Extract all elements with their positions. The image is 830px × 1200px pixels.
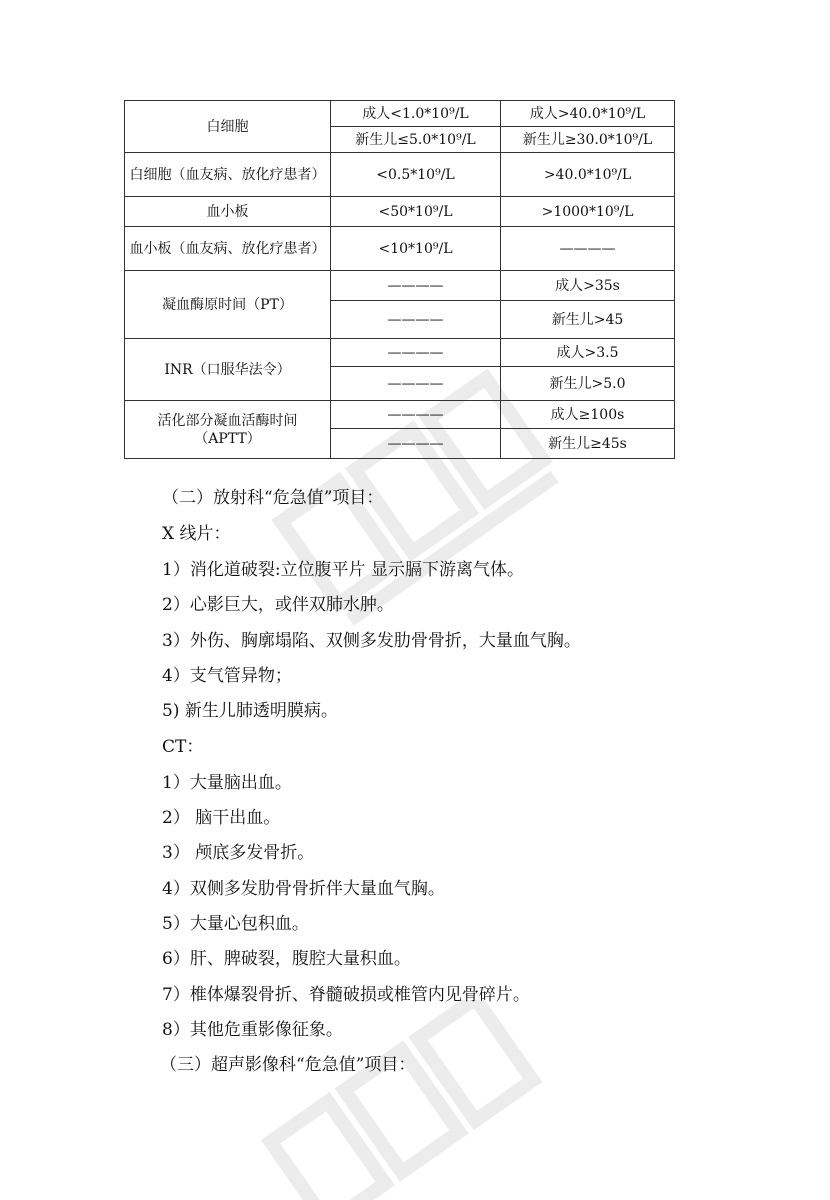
list-item: 6）肝、脾破裂，腹腔大量积血。 — [162, 949, 411, 969]
low-value: <50*10⁹/L — [331, 197, 501, 227]
table-row — [125, 197, 675, 227]
critical-values-table — [124, 100, 675, 459]
high-value: >1000*10⁹/L — [501, 197, 675, 227]
list-item: 2） 脑干出血。 — [162, 808, 281, 828]
high-value: >40.0*10⁹/L — [501, 153, 675, 197]
item-name: 血小板（血友病、放化疗患者） — [125, 227, 331, 271]
table-row — [125, 227, 675, 271]
low-value: ———— — [331, 367, 501, 401]
high-value: ———— — [501, 227, 675, 271]
table-row — [125, 153, 675, 197]
section-heading-radiology: （二）放射科“危急值”项目： — [162, 488, 384, 508]
list-item: 3）外伤、胸廓塌陷、双侧多发肋骨骨折，大量血气胸。 — [162, 631, 581, 651]
low-value: ———— — [331, 301, 501, 339]
list-item: 7）椎体爆裂骨折、脊髓破损或椎管内见骨碎片。 — [162, 985, 530, 1005]
high-value: 新生儿>5.0 — [501, 367, 675, 401]
list-item: 4）支气管异物； — [162, 666, 292, 686]
high-value: 成人≥100s — [501, 401, 675, 429]
list-item: 1）大量脑出血。 — [162, 773, 292, 793]
high-value: 新生儿≥30.0*10⁹/L — [501, 127, 675, 153]
item-name: 活化部分凝血活酶时间（APTT） — [125, 401, 331, 459]
list-item: 4）双侧多发肋骨骨折伴大量血气胸。 — [162, 879, 445, 899]
low-value: ———— — [331, 401, 501, 429]
high-value: 成人>40.0*10⁹/L — [501, 101, 675, 127]
list-item: 2）心影巨大，或伴双肺水肿。 — [162, 595, 394, 615]
list-item: 3） 颅底多发骨折。 — [162, 843, 315, 863]
ct-heading: CT： — [162, 737, 204, 757]
high-value: 成人>35s — [501, 271, 675, 301]
item-name: 白细胞 — [125, 101, 331, 153]
low-value: 新生儿≤5.0*10⁹/L — [331, 127, 501, 153]
high-value: 新生儿≥45s — [501, 429, 675, 459]
list-item: 5) 新生儿肺透明膜病。 — [162, 701, 338, 721]
high-value: 新生儿>45 — [501, 301, 675, 339]
table-row — [125, 401, 675, 429]
list-item: 5）大量心包积血。 — [162, 914, 309, 934]
high-value: 成人>3.5 — [501, 339, 675, 367]
list-item: 1）消化道破裂:立位腹平片 显示膈下游离气体。 — [162, 560, 524, 580]
section-heading-ultrasound: （三）超声影像科“危急值”项目： — [160, 1055, 416, 1075]
item-name: INR（口服华法令） — [125, 339, 331, 401]
table-row — [125, 271, 675, 301]
low-value: ———— — [331, 429, 501, 459]
low-value: <10*10⁹/L — [331, 227, 501, 271]
xray-heading: X 线片： — [162, 524, 231, 544]
table-row — [125, 339, 675, 367]
low-value: ———— — [331, 339, 501, 367]
item-name: 血小板 — [125, 197, 331, 227]
table-row — [125, 101, 675, 127]
list-item: 8）其他危重影像征象。 — [162, 1020, 343, 1040]
low-value: 成人<1.0*10⁹/L — [331, 101, 501, 127]
item-name: 凝血酶原时间（PT） — [125, 271, 331, 339]
low-value: ———— — [331, 271, 501, 301]
low-value: <0.5*10⁹/L — [331, 153, 501, 197]
item-name: 白细胞（血友病、放化疗患者） — [125, 153, 331, 197]
